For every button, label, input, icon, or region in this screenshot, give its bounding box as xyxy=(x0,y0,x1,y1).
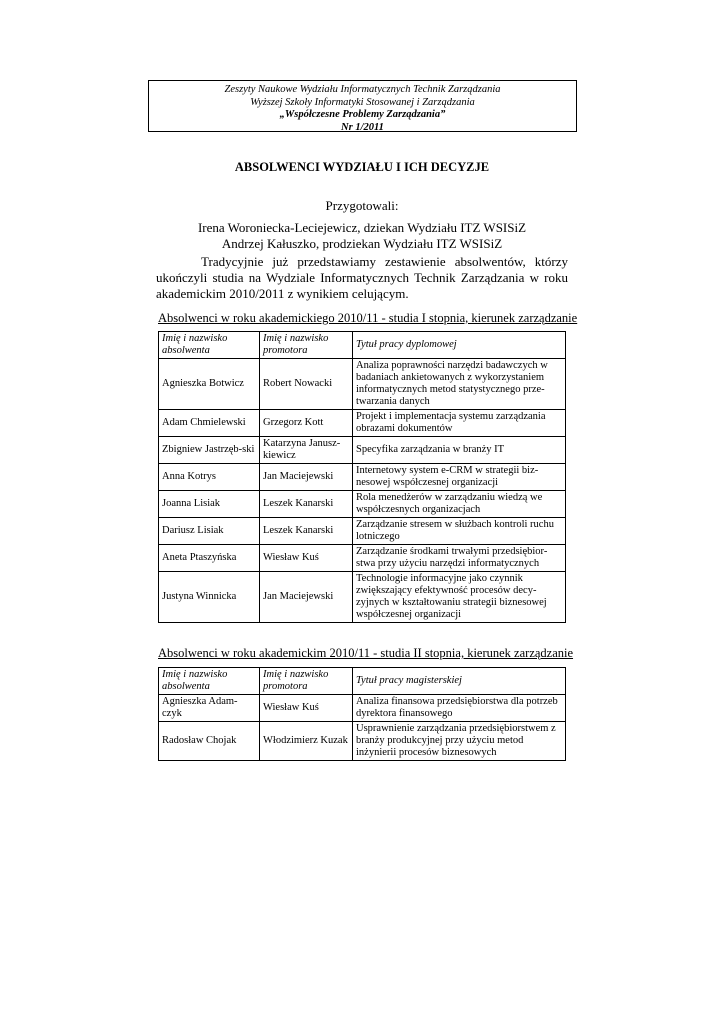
journal-header-box xyxy=(148,80,577,132)
table-row xyxy=(159,410,566,437)
graduate-name: Justyna Winnicka xyxy=(159,572,260,623)
thesis-title: Projekt i implementacja systemu zarządzania obrazami dokumentów xyxy=(353,410,566,437)
table-row xyxy=(159,359,566,410)
table-header-cell: Imię i nazwisko absolwenta xyxy=(159,668,260,695)
graduate-name: Agnieszka Adam-czyk xyxy=(159,695,260,722)
table-header-row xyxy=(159,332,566,359)
table-header-cell: Imię i nazwisko absolwenta xyxy=(159,332,260,359)
table-row xyxy=(159,695,566,722)
table-header-cell: Imię i nazwisko promotora xyxy=(260,668,353,695)
table-row xyxy=(159,437,566,464)
author-line: Irena Woroniecka-Leciejewicz, dziekan Wydziału ITZ WSISiZ xyxy=(197,220,527,235)
table-row xyxy=(159,518,566,545)
graduate-name: Anna Kotrys xyxy=(159,464,260,491)
table-header-cell: Tytuł pracy magisterskiej xyxy=(353,668,566,695)
table-row xyxy=(159,722,566,761)
intro-paragraph: Tradycyjnie już przedstawiamy zestawienie absolwentów, którzy ukończyli studia na Wydziale Informatycznych Technik Zarządzania w roku akademickim 2010/2011 z wynikiem celującym. xyxy=(156,254,568,301)
page-title: ABSOLWENCI WYDZIAŁU I ICH DECYZJE xyxy=(234,160,490,174)
table-header-cell: Tytuł pracy dyplomowej xyxy=(353,332,566,359)
graduates-table-first-degree xyxy=(158,331,566,623)
thesis-title: Analiza poprawności narzędzi badawczych w badaniach ankietowanych z wykorzystaniem informatycznych metod statystycznego prze-twarzania danych xyxy=(353,359,566,410)
table-row xyxy=(159,572,566,623)
table-row xyxy=(159,464,566,491)
thesis-title: Usprawnienie zarządzania przedsiębiorstwem z branży produkcyjnej przy użyciu metod inżynierii procesów biznesowych xyxy=(353,722,566,761)
author-line: Andrzej Kałuszko, prodziekan Wydziału ITZ WSISiZ xyxy=(221,236,503,251)
thesis-title: Specyfika zarządzania w branży IT xyxy=(353,437,566,464)
graduate-name: Aneta Ptaszyńska xyxy=(159,545,260,572)
supervisor-name: Leszek Kanarski xyxy=(260,518,353,545)
graduate-name: Adam Chmielewski xyxy=(159,410,260,437)
supervisor-name: Grzegorz Kott xyxy=(260,410,353,437)
table-row xyxy=(159,545,566,572)
supervisor-name: Wiesław Kuś xyxy=(260,695,353,722)
thesis-title: Zarządzanie stresem w służbach kontroli ruchu lotniczego xyxy=(353,518,566,545)
graduate-name: Zbigniew Jastrzęb-ski xyxy=(159,437,260,464)
supervisor-name: Włodzimierz Kuzak xyxy=(260,722,353,761)
thesis-title: Rola menedżerów w zarządzaniu wiedzą we współczesnych organizacjach xyxy=(353,491,566,518)
supervisor-name: Robert Nowacki xyxy=(260,359,353,410)
journal-header-line: Wyższej Szkoły Informatyki Stosowanej i Zarządzania xyxy=(250,96,475,108)
thesis-title: Technologie informacyjne jako czynnik zwiększający efektywność procesów decy-zyjnych w kształtowaniu strategii biznesowej współczesnej organizacji xyxy=(353,572,566,623)
prepared-by-label: Przygotowali: xyxy=(325,198,399,213)
thesis-title: Internetowy system e-CRM w strategii biz-nesowej współczesnej organizacji xyxy=(353,464,566,491)
graduate-name: Agnieszka Botwicz xyxy=(159,359,260,410)
graduate-name: Joanna Lisiak xyxy=(159,491,260,518)
graduate-name: Radosław Chojak xyxy=(159,722,260,761)
authors-block xyxy=(0,220,724,252)
journal-header-line: „Współczesne Problemy Zarządzania” xyxy=(279,109,446,120)
table-header-row xyxy=(159,668,566,695)
supervisor-name: Jan Maciejewski xyxy=(260,572,353,623)
journal-header-line: Zeszyty Naukowe Wydziału Informatycznych Technik Zarządzania xyxy=(224,84,501,95)
graduate-name: Dariusz Lisiak xyxy=(159,518,260,545)
journal-header-line: Nr 1/2011 xyxy=(341,121,384,133)
section-title: Absolwenci w roku akademickiego 2010/11 - studia I stopnia, kierunek zarządzanie xyxy=(158,311,578,325)
supervisor-name: Katarzyna Janusz-kiewicz xyxy=(260,437,353,464)
supervisor-name: Leszek Kanarski xyxy=(260,491,353,518)
supervisor-name: Jan Maciejewski xyxy=(260,464,353,491)
table-row xyxy=(159,491,566,518)
table-header-cell: Imię i nazwisko promotora xyxy=(260,332,353,359)
thesis-title: Zarządzanie środkami trwałymi przedsiębior-stwa przy użyciu narzędzi informatycznych xyxy=(353,545,566,572)
thesis-title: Analiza finansowa przedsiębiorstwa dla potrzeb dyrektora finansowego xyxy=(353,695,566,722)
supervisor-name: Wiesław Kuś xyxy=(260,545,353,572)
section-title: Absolwenci w roku akademickim 2010/11 - studia II stopnia, kierunek zarządzanie xyxy=(158,646,574,660)
graduates-table-second-degree xyxy=(158,667,566,761)
